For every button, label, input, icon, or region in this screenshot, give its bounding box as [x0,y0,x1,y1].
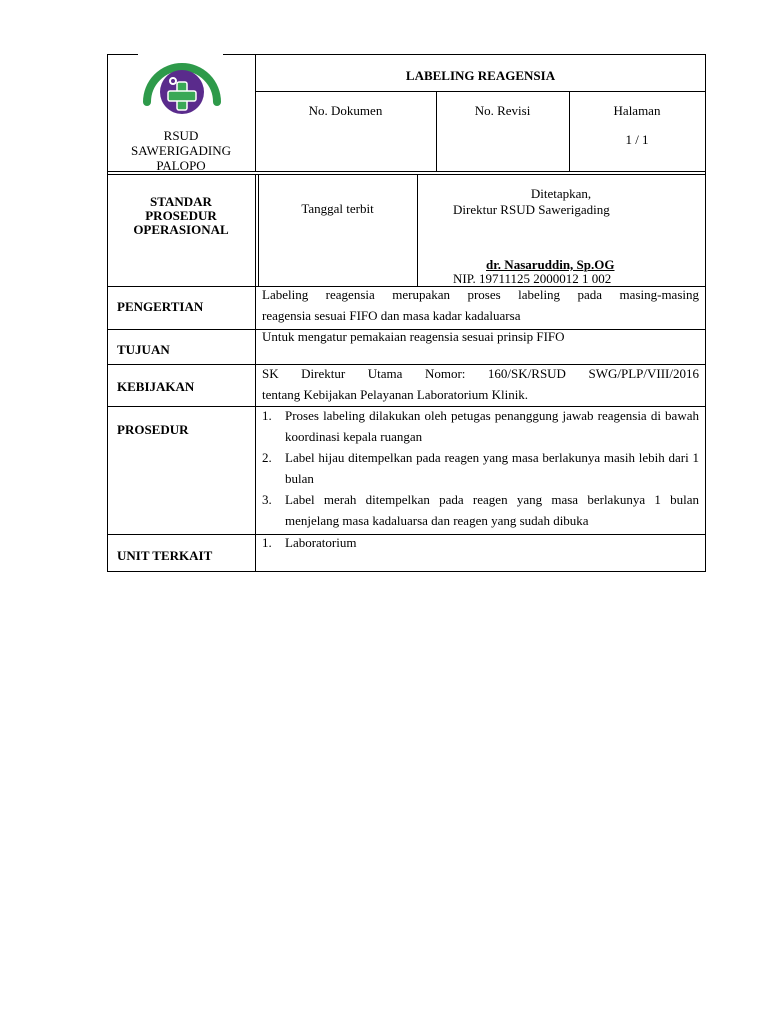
revision-label: No. Revisi [474,103,531,118]
document-title: LABELING REAGENSIA [405,68,556,83]
established-label: Ditetapkan, [530,186,592,201]
border-top-left [107,54,138,55]
issue-date-label: Tanggal terbit [301,201,374,216]
sop-label-line3: OPERASIONAL [133,222,229,237]
sop-label-line1: STANDAR [150,194,212,209]
hospital-logo-icon [143,58,221,120]
step-number: 2. [262,450,272,465]
step-number: 1. [262,408,272,423]
page-value: 1 / 1 [625,132,649,147]
sop-document [107,54,706,572]
step-number: 3. [262,492,272,507]
border-top-right [223,54,706,55]
line-header-bottom-2 [107,174,706,175]
prosedur-step [262,447,699,489]
step-text: Label merah ditempelkan pada reagen yang masa berlakunya 1 bulan menjelang masa kadaluarsa dan reagen yang sudah dibuka [285,492,699,528]
kebijakan-text-line1: SK Direktur Utama Nomor: 160/SK/RSUD SWG/PLP/VIII/2016 [262,366,699,381]
prosedur-steps [262,405,699,531]
line-sop-split [255,174,256,287]
doc-number-label: No. Dokumen [308,103,383,118]
hospital-name-line1: RSUD [163,128,199,143]
page-label: Halaman [613,103,661,118]
prosedur-label: PROSEDUR [117,422,189,437]
prosedur-step [262,405,699,447]
line-prosedur-bottom [107,534,706,535]
border-right [705,54,706,572]
director-title: Direktur RSUD Sawerigading [453,202,610,217]
unit-item-number: 1. [262,535,272,550]
kebijakan-text-line2: tentang Kebijakan Pelayanan Laboratorium Klinik. [262,387,529,402]
tujuan-text: Untuk mengatur pemakaian reagensia sesuai prinsip FIFO [262,329,565,344]
hospital-name-line2: SAWERIGADING [130,143,232,158]
step-text: Label hijau ditempelkan pada reagen yang masa berlakunya masih lebih dari 1 bulan [285,450,699,486]
sop-label-line2: PROSEDUR [145,208,217,223]
pengertian-text-line2: reagensia sesuai FIFO dan masa kadar kadaluarsa [262,308,521,323]
director-nip: NIP. 19711125 2000012 1 002 [453,271,612,286]
pengertian-text-line1: Labeling reagensia merupakan proses labeling pada masing-masing [262,287,699,302]
director-name: dr. Nasaruddin, Sp.OG [486,257,615,272]
line-title-bottom [255,91,706,92]
unit-item-text: Laboratorium [285,535,357,550]
pengertian-label: PENGERTIAN [117,299,204,314]
tujuan-label: TUJUAN [117,342,170,357]
kebijakan-label: KEBIJAKAN [117,379,195,394]
step-text: Proses labeling dilakukan oleh petugas penanggung jawab reagensia di bawah koordinasi kepala ruangan [285,408,699,444]
line-sop-split-inner [258,174,259,287]
unit-terkait-label: UNIT TERKAIT [117,548,213,563]
border-bottom [107,571,706,572]
hospital-name-line3: PALOPO [156,158,206,173]
prosedur-step [262,489,699,531]
